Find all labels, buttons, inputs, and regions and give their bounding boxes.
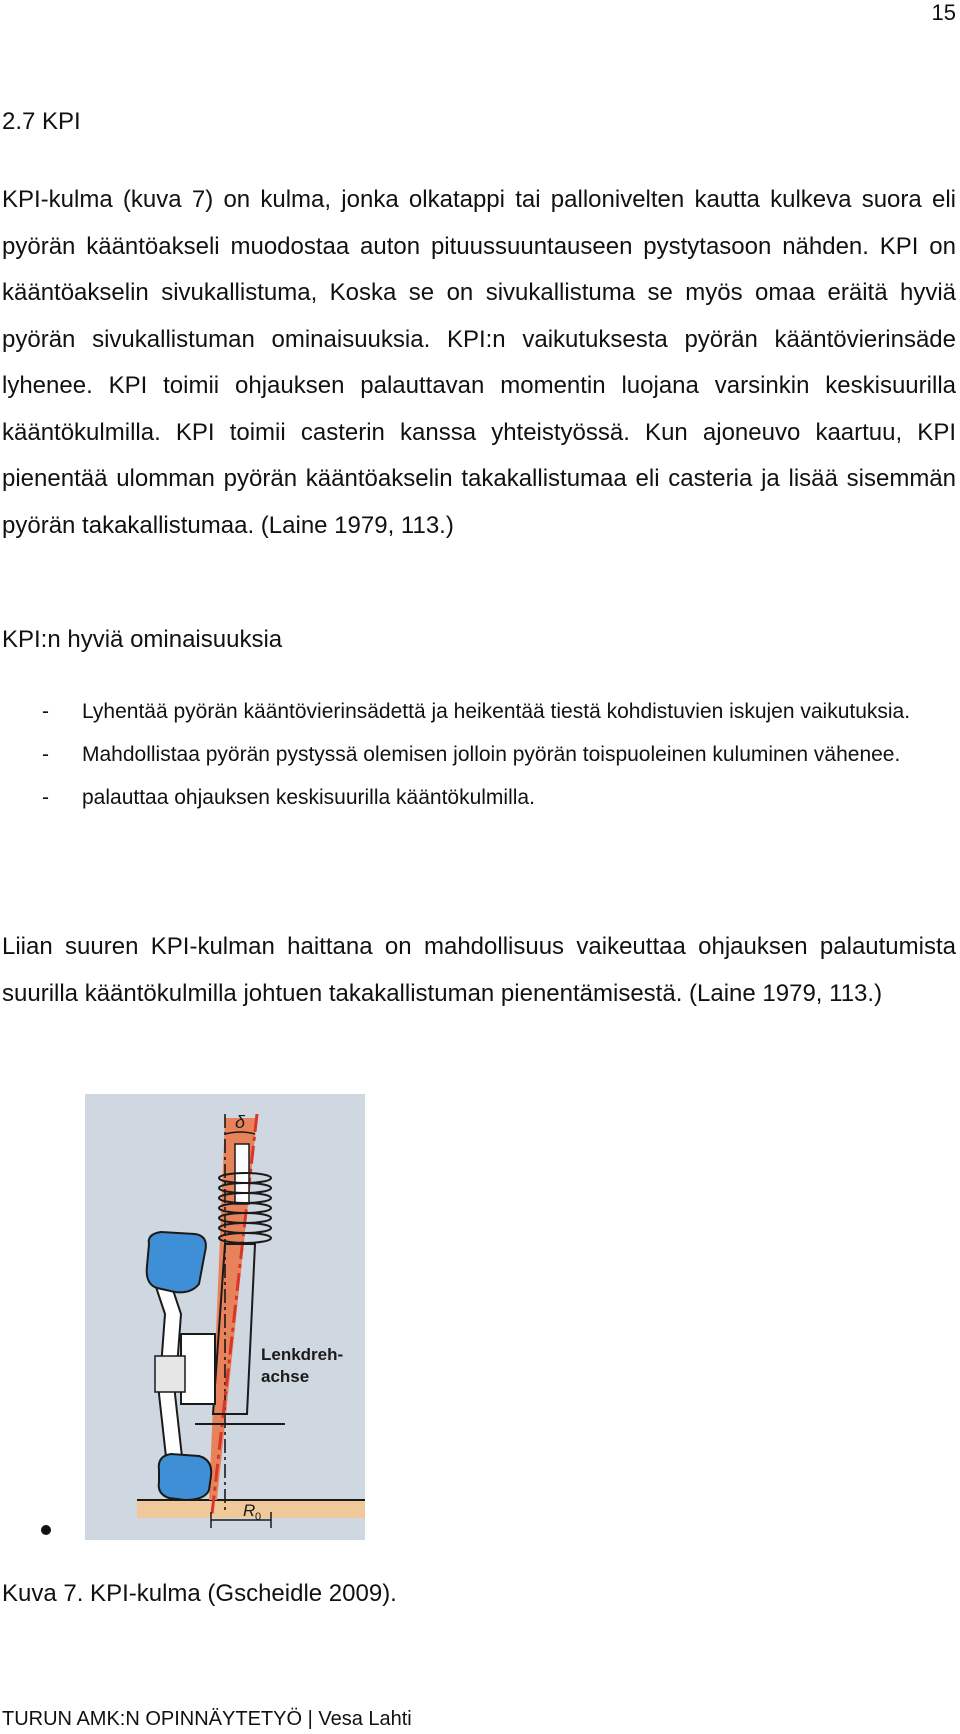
paragraph-drawback: Liian suuren KPI-kulman haittana on mahdollisuus vaikeuttaa ohjauksen palautumista suurilla kääntökulmilla johtuen takakallistuman pienentämisestä. (Laine 1979, 113.) — [2, 933, 956, 1007]
brake-caliper — [155, 1356, 185, 1392]
page-number: 15 — [931, 0, 956, 25]
bullet-dot — [41, 1525, 51, 1535]
axis-label-line2: achse — [261, 1367, 310, 1386]
wheel-hub — [181, 1334, 215, 1404]
benefits-list — [2, 690, 956, 819]
tyre-top — [147, 1232, 206, 1292]
benefits-heading: KPI:n hyviä ominaisuuksia — [2, 626, 283, 653]
r0-subscript: 0 — [255, 1511, 262, 1523]
delta-label: δ — [235, 1112, 246, 1132]
benefit-item: - Lyhentää pyörän kääntövierinsädettä ja heikentää tiestä kohdistuvien iskujen vaikutuksia. — [2, 690, 956, 733]
paragraph-kpi-description: KPI-kulma (kuva 7) on kulma, jonka olkatappi tai pallonivelten kautta kulkeva suora eli pyörän kääntöakseli muodostaa auton pituussuuntauseen pystytasoon nähden. KPI on kääntöakselin sivukallistuma, Koska se on sivukallistuma se myös omaa eräitä hyviä pyörän sivukallistuman ominaisuuksia. KPI:n vaikutuksesta pyörän kääntövierinsäde lyhenee. KPI toimii ohjauksen palauttavan momentin luojana varsinkin keskisuurilla kääntökulmilla. KPI toimii casterin kanssa yhteistyössä. Kun ajoneuvo kaartuu, KPI pienentää ulomman pyörän kääntöakselin takakallistumaa eli casteria ja lisää sisemmän pyörän takakallistumaa. (Laine 1979, 113.) — [2, 186, 956, 539]
figure-caption: Kuva 7. KPI-kulma (Gscheidle 2009). — [2, 1580, 397, 1607]
benefit-item: - Mahdollistaa pyörän pystyssä olemisen jolloin pyörän toispuoleinen kuluminen vähenee. — [2, 733, 956, 776]
tyre-bottom — [159, 1454, 212, 1500]
benefit-item: - palauttaa ohjauksen keskisuurilla kääntökulmilla. — [2, 776, 956, 819]
section-heading: 2.7 KPI — [2, 108, 81, 135]
axis-label-line1: Lenkdreh- — [261, 1345, 344, 1364]
kpi-figure — [85, 1094, 365, 1540]
kpi-diagram — [85, 1094, 365, 1540]
footer: TURUN AMK:N OPINNÄYTETYÖ | Vesa Lahti — [2, 1708, 412, 1730]
r0-label: R — [243, 1501, 256, 1520]
